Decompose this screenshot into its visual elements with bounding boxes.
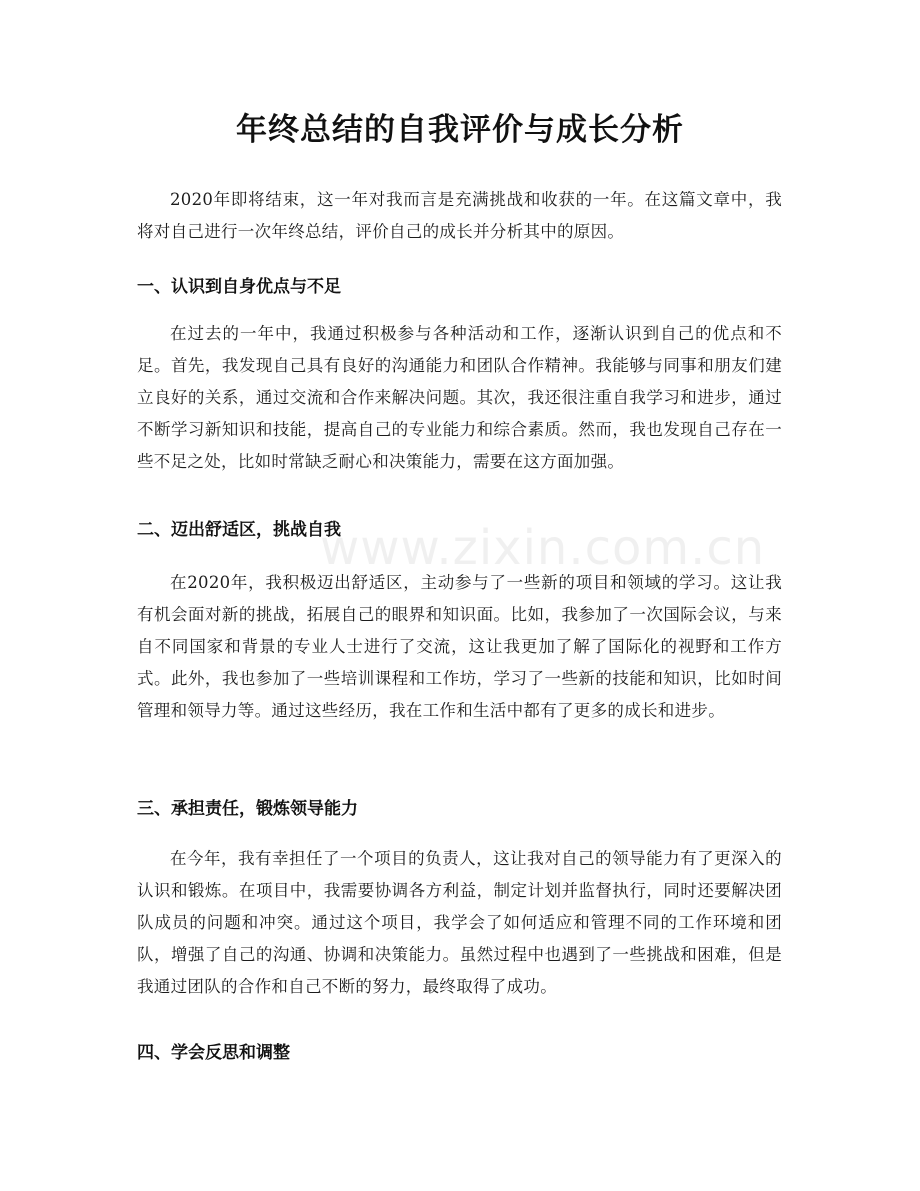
section-body-3: 在今年，我有幸担任了一个项目的负责人，这让我对自己的领导能力有了更深入的认识和锻炼。在项目中，我需要协调各方利益，制定计划并监督执行，同时还要解决团队成员的问题和冲突。通过这个项目，我学会了如何适应和管理不同的工作环境和团队，增强了自己的沟通、协调和决策能力。虽然过程中也遇到了一些挑战和困难，但是我通过团队的合作和自己不断的努力，最终取得了成功。 [137, 849, 782, 996]
section-body-1: 在过去的一年中，我通过积极参与各种活动和工作，逐渐认识到自己的优点和不足。首先，我发现自己具有良好的沟通能力和团队合作精神。我能够与同事和朋友们建立良好的关系，通过交流和合作来解决问题。其次，我还很注重自我学习和进步，通过不断学习新知识和技能，提高自己的专业能力和综合素质。然而，我也发现自己存在一些不足之处，比如时常缺乏耐心和决策能力，需要在这方面加强。 [137, 324, 782, 471]
section-heading-2: 二、迈出舒适区，挑战自我 [137, 520, 341, 540]
section-heading-4: 四、学会反思和调整 [137, 1043, 290, 1063]
intro-paragraph: 2020年即将结束，这一年对我而言是充满挑战和收获的一年。在这篇文章中，我将对自己进行一次年终总结，评价自己的成长并分析其中的原因。 [137, 190, 782, 241]
section-body-2: 在2020年，我积极迈出舒适区，主动参与了一些新的项目和领域的学习。这让我有机会面对新的挑战，拓展自己的眼界和知识面。比如，我参加了一次国际会议，与来自不同国家和背景的专业人士进行了交流，这让我更加了解了国际化的视野和工作方式。此外，我也参加了一些培训课程和工作坊，学习了一些新的技能和知识，比如时间管理和领导力等。通过这些经历，我在工作和生活中都有了更多的成长和进步。 [137, 573, 782, 720]
section-heading-3: 三、承担责任，锻炼领导能力 [137, 799, 358, 819]
watermark: www.zixin.com.cn [320, 520, 766, 576]
section-heading-1: 一、认识到自身优点与不足 [137, 277, 341, 297]
document-title: 年终总结的自我评价与成长分析 [236, 112, 684, 148]
